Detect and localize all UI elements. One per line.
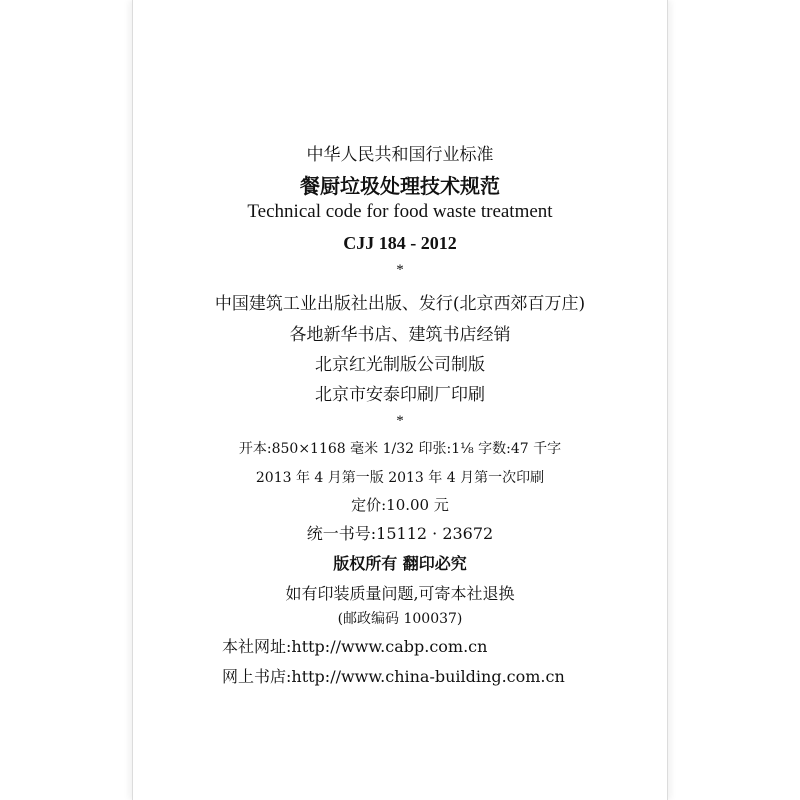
price-line: 定价:10.00 元 [351,496,449,514]
title-en: Technical code for food waste treatment [247,201,553,222]
publisher-line: 中国建筑工业出版社出版、发行(北京西郊百万庄) [214,294,586,314]
copyright-line: 版权所有 翻印必究 [333,554,467,573]
printer-line: 北京市安泰印刷厂印刷 [315,385,485,405]
return-notice-line: 如有印装质量问题,可寄本社退换 [285,584,515,603]
online-store-line: 网上书店:http://www.china-building.com.cn [222,667,565,686]
specs-line: 开本:850×1168 毫米 1/32 印张:1⅛ 字数:47 千字 [238,441,562,457]
industry-standard-line: 中华人民共和国行业标准 [306,145,494,165]
postcode-line: (邮政编码 100037) [337,611,463,627]
standard-code: CJJ 184 - 2012 [343,233,457,253]
website-line: 本社网址:http://www.cabp.com.cn [222,637,488,656]
title-cn: 餐厨垃圾处理技术规范 [300,174,500,198]
separator-star-2: * [396,413,404,429]
distributor-line: 各地新华书店、建筑书店经销 [289,325,511,345]
book-number-line: 统一书号:15112 · 23672 [306,524,494,543]
editions-line: 2013 年 4 月第一版 2013 年 4 月第一次印刷 [255,470,545,486]
separator-star: * [396,262,404,278]
plate-maker-line: 北京红光制版公司制版 [315,355,485,375]
